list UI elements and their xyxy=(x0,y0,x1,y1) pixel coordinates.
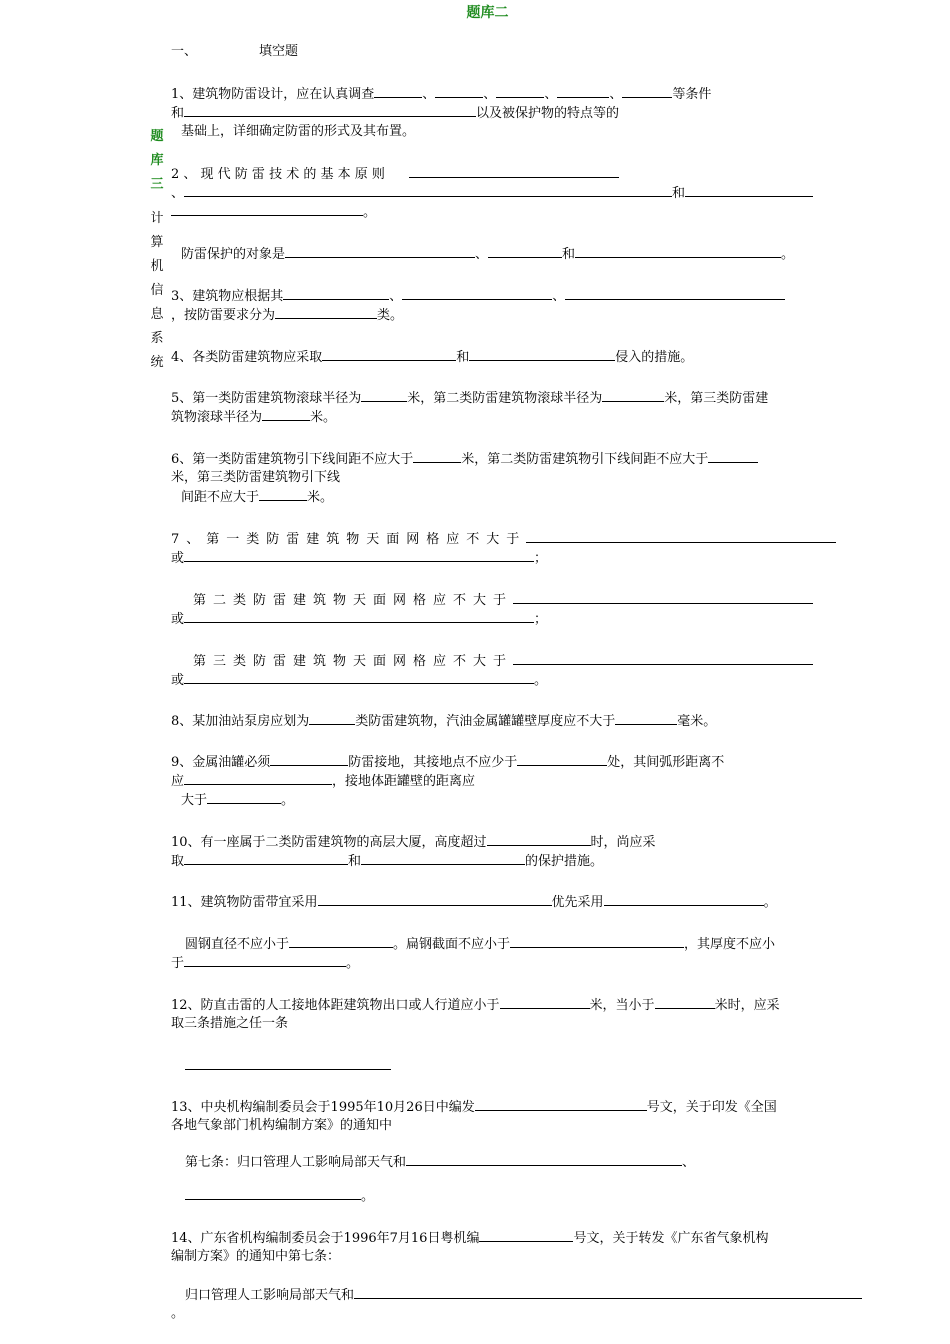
question-text: 米时，应采 xyxy=(714,998,780,1013)
question-text: 11、建筑物防雷带宜采用 xyxy=(171,895,318,910)
question-12 xyxy=(171,995,809,1015)
period: 。 xyxy=(361,1189,375,1204)
question-text: 编制方案》的通知中第七条： xyxy=(171,1249,341,1264)
question-12-cont xyxy=(171,1014,809,1033)
blank[interactable] xyxy=(184,851,348,865)
separator: 、 xyxy=(422,87,436,102)
blank[interactable] xyxy=(184,103,476,117)
blank[interactable] xyxy=(374,84,422,98)
blank[interactable] xyxy=(402,286,552,300)
blank[interactable] xyxy=(475,1097,647,1111)
question-14-cont xyxy=(171,1304,809,1323)
blank[interactable] xyxy=(487,832,591,846)
separator: ； xyxy=(534,612,548,627)
blank[interactable] xyxy=(517,752,607,766)
question-6 xyxy=(171,449,809,469)
question-text: 类防雷建筑物，汽油金属罐罐壁厚度应不大于 xyxy=(355,714,616,729)
question-text: 等条件 xyxy=(672,87,712,102)
separator: 、 xyxy=(389,289,403,304)
blank[interactable] xyxy=(322,347,456,361)
blank[interactable] xyxy=(496,84,544,98)
question-2-cont xyxy=(171,183,809,203)
question-text: 7、第一类防雷建筑物天面网格应不大于 xyxy=(171,532,527,547)
blank[interactable] xyxy=(275,305,377,319)
question-text: 10、有一座属于二类防雷建筑物的高层大厦，高度超过 xyxy=(171,835,487,850)
question-text: 侵入的措施。 xyxy=(615,350,694,365)
separator: 、 xyxy=(682,1155,696,1170)
question-text: 米，第二类防雷建筑物引下线间距不应大于 xyxy=(461,452,709,467)
question-14 xyxy=(171,1228,809,1248)
blank[interactable] xyxy=(557,84,609,98)
question-text: 6、第一类防雷建筑物引下线间距不应大于 xyxy=(171,452,414,467)
question-text: 1、建筑物防雷设计，应在认真调查 xyxy=(171,87,375,102)
question-7c xyxy=(193,651,831,671)
question-text: 于 xyxy=(171,956,185,971)
question-11b-cont xyxy=(171,953,809,973)
blank[interactable] xyxy=(406,1152,682,1166)
question-text: 防雷接地，其接地点不应少于 xyxy=(348,755,518,770)
question-11b xyxy=(185,934,823,954)
period: 。 xyxy=(534,673,548,688)
question-12-answer-line xyxy=(185,1056,823,1076)
question-text: 米，第三类防雷建 xyxy=(664,391,769,406)
question-7 xyxy=(171,529,809,549)
blank[interactable] xyxy=(259,487,307,501)
blank[interactable] xyxy=(655,995,715,1009)
question-13-cont xyxy=(185,1152,823,1172)
side-label-char: 系 xyxy=(150,331,164,346)
period: 。 xyxy=(346,956,360,971)
question-7-cont xyxy=(171,548,809,568)
blank[interactable] xyxy=(513,590,813,604)
question-7c-cont xyxy=(171,670,809,690)
question-text: 或 xyxy=(171,673,185,688)
blank[interactable] xyxy=(622,84,672,98)
side-heading-char: 题 xyxy=(150,129,164,144)
blank[interactable] xyxy=(354,1285,862,1299)
blank[interactable] xyxy=(469,347,615,361)
question-5-cont xyxy=(171,407,809,427)
blank[interactable] xyxy=(283,286,389,300)
question-text: 取 xyxy=(171,854,185,869)
blank[interactable] xyxy=(526,529,836,543)
question-text: 米，第二类防雷建筑物滚球半径为 xyxy=(407,391,603,406)
separator: 、 xyxy=(609,87,623,102)
blank[interactable] xyxy=(185,1186,361,1200)
question-text: 2 、 现 代 防 雷 技 术 的 基 本 原 则 xyxy=(171,167,385,182)
blank[interactable] xyxy=(602,388,664,402)
section-heading xyxy=(171,42,809,61)
period: 。 xyxy=(781,247,795,262)
separator: 、 xyxy=(552,289,566,304)
question-text: 或 xyxy=(171,551,185,566)
question-text: 归口管理人工影响局部天气和 xyxy=(185,1288,355,1303)
question-text: 取三条措施之任一条 xyxy=(171,1016,289,1031)
blank[interactable] xyxy=(184,670,534,684)
question-text: 应 xyxy=(171,774,185,789)
question-text: 9、金属油罐必须 xyxy=(171,755,271,770)
blank[interactable] xyxy=(270,752,348,766)
question-text: 基础上，详细确定防雷的形式及其布置。 xyxy=(181,124,416,139)
period: 。 xyxy=(363,205,377,220)
blank[interactable] xyxy=(685,183,813,197)
question-text: 米。 xyxy=(307,490,334,505)
question-text: 的保护措施。 xyxy=(525,854,604,869)
question-text: 12、防直击雷的人工接地体距建筑物出口或人行道应小于 xyxy=(171,998,500,1013)
side-heading-char: 三 xyxy=(150,177,164,192)
side-label-char: 机 xyxy=(150,259,164,274)
question-text: 3、建筑物应根据其 xyxy=(171,289,284,304)
question-text: 。扁钢截面不应小于 xyxy=(393,937,511,952)
question-5 xyxy=(171,388,809,408)
blank[interactable] xyxy=(285,244,475,258)
question-2 xyxy=(171,164,809,184)
blank[interactable] xyxy=(184,953,346,967)
question-13-cont xyxy=(171,1116,809,1135)
section-name: 填空题 xyxy=(259,44,299,59)
period: 。 xyxy=(763,895,777,910)
side-label-char: 算 xyxy=(150,235,164,250)
question-14-cont xyxy=(185,1285,885,1305)
question-text: 和 xyxy=(456,350,470,365)
question-text: 和 xyxy=(562,247,576,262)
question-text: 时，尚应采 xyxy=(590,835,656,850)
blank[interactable] xyxy=(708,449,758,463)
question-text: 第二类防雷建筑物天面网格应不大于 xyxy=(193,593,514,608)
question-text: 以及被保护物的特点等的 xyxy=(476,106,620,121)
blank[interactable] xyxy=(184,183,672,197)
question-text: 5、第一类防雷建筑物滚球半径为 xyxy=(171,391,362,406)
separator: ； xyxy=(534,551,548,566)
question-text: 各地气象部门机构编制方案》的通知中 xyxy=(171,1118,393,1133)
question-text: 或 xyxy=(171,612,185,627)
blank[interactable] xyxy=(565,286,785,300)
question-text: 米，第三类防雷建筑物引下线 xyxy=(171,470,341,485)
blank[interactable] xyxy=(309,711,355,725)
blank[interactable] xyxy=(184,548,534,562)
blank[interactable] xyxy=(361,851,525,865)
blank[interactable] xyxy=(289,934,393,948)
question-text: 号文，关于印发《全国 xyxy=(646,1100,777,1115)
blank[interactable] xyxy=(488,244,562,258)
side-label-char: 息 xyxy=(150,307,164,322)
blank[interactable] xyxy=(207,790,281,804)
question-text: 第七条：归口管理人工影响局部天气和 xyxy=(185,1155,407,1170)
page-title: 题库二 xyxy=(466,5,509,21)
question-text: 8、某加油站泵房应划为 xyxy=(171,714,310,729)
question-text: 筑物滚球半径为 xyxy=(171,410,263,425)
section-number: 一、 xyxy=(171,44,198,59)
question-3-cont xyxy=(171,305,809,325)
question-10 xyxy=(171,832,809,852)
blank[interactable] xyxy=(510,934,684,948)
question-1-cont xyxy=(171,103,809,123)
question-text: 处，其间弧形距离不 xyxy=(607,755,725,770)
question-text: 14、广东省机构编制委员会于1996年7月16日粤机编 xyxy=(171,1231,480,1246)
question-11 xyxy=(171,892,809,912)
blank[interactable] xyxy=(184,771,332,785)
question-text: 大于 xyxy=(181,793,208,808)
question-text: ，接地体距罐壁的距离应 xyxy=(332,774,476,789)
question-10-cont xyxy=(171,851,809,871)
side-heading-char: 库 xyxy=(150,153,164,168)
question-text: 和 xyxy=(672,186,686,201)
question-7b xyxy=(193,590,831,610)
side-heading xyxy=(148,125,166,375)
blank[interactable] xyxy=(171,202,363,216)
question-text: 第三类防雷建筑物天面网格应不大于 xyxy=(193,654,514,669)
side-label-char: 计 xyxy=(150,211,164,226)
blank[interactable] xyxy=(184,609,534,623)
separator: 、 xyxy=(171,186,185,201)
blank[interactable] xyxy=(615,711,677,725)
blank[interactable] xyxy=(435,84,483,98)
blank[interactable] xyxy=(575,244,781,258)
blank[interactable] xyxy=(513,651,813,665)
question-9-cont xyxy=(181,790,819,810)
question-3 xyxy=(171,286,809,306)
blank[interactable] xyxy=(185,1056,391,1070)
question-13 xyxy=(171,1097,809,1117)
question-text: 间距不应大于 xyxy=(181,490,260,505)
question-text: 圆钢直径不应小于 xyxy=(185,937,290,952)
separator: 、 xyxy=(483,87,497,102)
period: 。 xyxy=(281,793,295,808)
separator: 、 xyxy=(475,247,489,262)
question-9-cont xyxy=(171,771,809,791)
question-text: 优先采用 xyxy=(551,895,604,910)
question-text: 和 xyxy=(348,854,362,869)
question-text: 类。 xyxy=(377,308,404,323)
blank[interactable] xyxy=(413,449,461,463)
question-14-cont xyxy=(171,1247,809,1266)
separator: 、 xyxy=(544,87,558,102)
question-text: 号文，关于转发《广东省气象机构 xyxy=(573,1231,769,1246)
blank[interactable] xyxy=(361,388,407,402)
question-text: ，其厚度不应小 xyxy=(684,937,776,952)
side-label-char: 信 xyxy=(150,283,164,298)
question-text: 13、中央机构编制委员会于1995年10月26日中编发 xyxy=(171,1100,475,1115)
question-9 xyxy=(171,752,809,772)
question-7b-cont xyxy=(171,609,809,629)
side-label-char: 统 xyxy=(150,355,164,370)
question-text: 毫米。 xyxy=(677,714,717,729)
question-1-cont xyxy=(181,122,819,141)
question-1 xyxy=(171,84,809,104)
question-8 xyxy=(171,711,809,731)
blank[interactable] xyxy=(262,407,310,421)
question-13-cont xyxy=(185,1186,823,1206)
blank[interactable] xyxy=(318,892,552,906)
period: 。 xyxy=(171,1306,185,1321)
question-6-cont xyxy=(171,468,809,487)
question-text: 米，当小于 xyxy=(589,998,655,1013)
question-text: ，按防雷要求分为 xyxy=(171,308,276,323)
question-text: 防雷保护的对象是 xyxy=(181,247,286,262)
question-text: 4、各类防雷建筑物应采取 xyxy=(171,350,323,365)
blank[interactable] xyxy=(500,995,590,1009)
question-6-cont xyxy=(181,487,819,507)
blank[interactable] xyxy=(604,892,764,906)
question-4 xyxy=(171,347,809,367)
question-2-cont xyxy=(171,202,809,222)
question-text: 和 xyxy=(171,106,185,121)
question-2b xyxy=(181,244,819,264)
blank[interactable] xyxy=(409,164,619,178)
blank[interactable] xyxy=(479,1228,573,1242)
question-text: 米。 xyxy=(310,410,337,425)
